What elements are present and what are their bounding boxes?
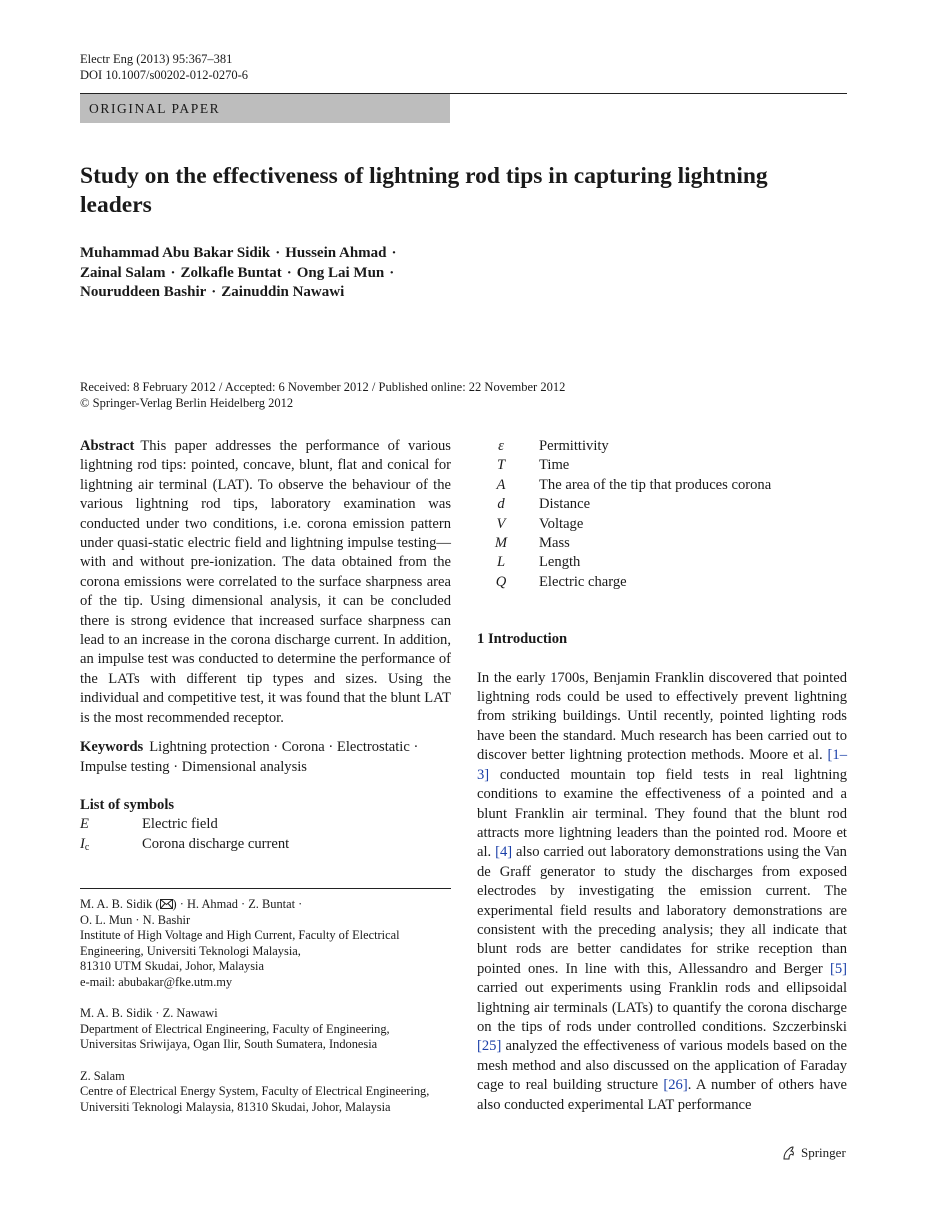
journal-doi: DOI 10.1007/s00202-012-0270-6 bbox=[80, 68, 249, 82]
article-type-banner: ORIGINAL PAPER bbox=[80, 94, 450, 123]
left-column bbox=[80, 437, 451, 857]
author[interactable]: Zainal Salam bbox=[80, 264, 166, 281]
author-list bbox=[80, 244, 640, 303]
author-separator: · bbox=[286, 264, 292, 281]
symbol-description: Distance bbox=[539, 496, 591, 513]
right-column bbox=[477, 437, 847, 1115]
affiliation-names: Z. Salam bbox=[80, 1068, 125, 1083]
affiliation-names bbox=[80, 897, 460, 913]
affiliation-address: 81310 UTM Skudai, Johor, Malaysia bbox=[80, 959, 264, 974]
symbol-description: Mass bbox=[539, 535, 570, 552]
corresponding-email[interactable]: e-mail: abubakar@fke.utm.my bbox=[80, 974, 233, 989]
symbol-row bbox=[477, 495, 847, 514]
affiliation-institution: Centre of Electrical Energy System, Faculty of Electrical Engineering, bbox=[80, 1084, 430, 1099]
affiliation-address: Universitas Sriwijaya, Ogan Ilir, South Sumatera, Indonesia bbox=[80, 1037, 378, 1052]
symbol-description: Voltage bbox=[539, 515, 584, 532]
keywords-heading: Keywords bbox=[80, 739, 144, 756]
history-dates: Received: 8 February 2012 / Accepted: 6 November 2012 / Published online: 22 November 2012 bbox=[80, 380, 566, 394]
citation-link[interactable]: [5] bbox=[829, 960, 847, 977]
keywords bbox=[80, 738, 451, 777]
abstract bbox=[80, 437, 451, 728]
author-separator: · bbox=[170, 264, 176, 281]
symbol: ε bbox=[498, 438, 504, 454]
affiliation-block bbox=[80, 1006, 460, 1053]
envelope-icon bbox=[160, 899, 173, 909]
copyright: © Springer-Verlag Berlin Heidelberg 2012 bbox=[80, 396, 294, 410]
symbol: d bbox=[497, 496, 505, 513]
springer-horse-icon bbox=[781, 1145, 797, 1161]
author-separator: · bbox=[275, 245, 281, 261]
body-text: also carried out laboratory demonstrations using the Van de Graff generator to study the discharges from exposed electrodes by investigating the emission current. The experimental field results and laboratory demonstrations are consistent with the preceding analysis; they all indicate that blunt rods are better candidates for strike reception than pointed ones. In line with this, Allessandro and Berger bbox=[477, 844, 847, 977]
keywords-text: Lightning protection · Corona · Electrostatic · Impulse testing · Dimensional analysis bbox=[80, 739, 419, 775]
symbol-description: Length bbox=[539, 554, 581, 571]
symbol: M bbox=[494, 535, 508, 552]
author[interactable]: Hussein Ahmad bbox=[285, 245, 387, 261]
citation-link[interactable]: [25] bbox=[477, 1038, 502, 1055]
publisher-logo bbox=[781, 1145, 846, 1161]
affiliation-names: O. L. Mun · N. Bashir bbox=[80, 912, 191, 927]
symbol: Q bbox=[495, 573, 507, 590]
journal-info bbox=[80, 51, 248, 83]
author[interactable]: Ong Lai Mun bbox=[296, 264, 385, 281]
symbol-row bbox=[477, 553, 847, 572]
author[interactable]: Zainuddin Nawawi bbox=[221, 284, 345, 300]
symbol-row bbox=[477, 456, 847, 475]
affiliation-block bbox=[80, 897, 460, 991]
affiliation-institution: Department of Electrical Engineering, Faculty of Engineering, bbox=[80, 1021, 390, 1036]
symbol-row bbox=[477, 515, 847, 534]
symbol-description: Corona discharge current bbox=[142, 835, 290, 852]
journal-citation: Electr Eng (2013) 95:367–381 bbox=[80, 52, 233, 66]
author-separator: · bbox=[391, 245, 397, 261]
citation-link[interactable]: [1–3] bbox=[477, 747, 847, 783]
author-separator: · bbox=[211, 284, 217, 300]
citation-link[interactable]: [26] bbox=[663, 1077, 688, 1094]
affiliation-institution: Engineering, Universiti Teknologi Malaysia, bbox=[80, 943, 301, 958]
affiliation-address: Universiti Teknologi Malaysia, 81310 Skudai, Johor, Malaysia bbox=[80, 1099, 391, 1114]
body-text: analyzed the effectiveness of various models based on the mesh method and also discussed on the application of Faraday cage to real building structure bbox=[477, 1038, 847, 1094]
affiliation-institution: Institute of High Voltage and High Current, Faculty of Electrical bbox=[80, 928, 400, 943]
author[interactable]: Zolkafle Buntat bbox=[180, 264, 282, 281]
affiliation-names: M. A. B. Sidik · Z. Nawawi bbox=[80, 1006, 218, 1021]
symbol-row bbox=[477, 437, 847, 456]
symbol-row bbox=[80, 815, 451, 834]
publisher-name: Springer bbox=[801, 1145, 846, 1160]
symbol: T bbox=[496, 457, 506, 474]
body-text: In the early 1700s, Benjamin Franklin discovered that pointed lightning rods could be used to effectively prevent lightning from striking buildings. Until recently, pointed lighting rods have been the standard. Much research has been carried out to discover better lightning protection methods. Moore et al. bbox=[477, 669, 847, 764]
symbol-row bbox=[477, 534, 847, 553]
paper-title: Study on the effectiveness of lightning rod tips in capturing lightning leaders bbox=[80, 163, 768, 218]
abstract-heading: Abstract bbox=[80, 438, 135, 454]
symbol-base: I bbox=[80, 835, 85, 852]
affiliations bbox=[80, 897, 460, 1131]
affiliation-names-part: ) · H. Ahmad · Z. Buntat · bbox=[172, 897, 303, 911]
affiliation-block bbox=[80, 1069, 460, 1116]
symbol-subscript: c bbox=[84, 841, 90, 853]
body-text: . A number of others have also conducted experimental LAT performance bbox=[477, 1077, 847, 1113]
introduction-paragraph bbox=[477, 669, 847, 1115]
symbol: V bbox=[496, 515, 506, 532]
symbol-row bbox=[477, 476, 847, 495]
body-text: conducted mountain top field tests in real lightning conditions to examine the effectiveness of a pointed and a blunt Franklin air terminal. They found that the blunt rod attracts more lightning leaders than the pointed rod. Moore et al. bbox=[477, 766, 847, 861]
symbol bbox=[80, 835, 142, 857]
symbol: A bbox=[496, 476, 506, 493]
section-heading: 1 Introduction bbox=[477, 631, 568, 648]
symbol-description: The area of the tip that produces corona bbox=[539, 476, 772, 493]
symbol: E bbox=[80, 816, 89, 833]
body-text: carried out experiments using Franklin rods and ellipsoidal lightning air terminals (LATs) to quantify the corona discharge on the tips of rods under controlled conditions. Szczerbinski bbox=[477, 980, 847, 1035]
symbol-description: Permittivity bbox=[539, 438, 609, 454]
symbol-description: Electric field bbox=[142, 816, 218, 833]
author-separator: · bbox=[389, 264, 395, 281]
author[interactable]: Muhammad Abu Bakar Sidik bbox=[80, 245, 271, 261]
affiliation-rule bbox=[80, 888, 451, 889]
publication-dates bbox=[80, 379, 565, 411]
symbol-row bbox=[477, 573, 847, 592]
symbol: L bbox=[496, 554, 506, 571]
symbol-row bbox=[80, 835, 451, 857]
affiliation-names-part: M. A. B. Sidik ( bbox=[80, 897, 160, 911]
citation-link[interactable]: [4] bbox=[495, 844, 513, 861]
symbols-heading: List of symbols bbox=[80, 796, 175, 813]
abstract-text: This paper addresses the performance of various lightning rod tips: pointed, concave, blunt, flat and conical for lightning air terminal (LAT). To observe the behaviour of the various lightning rod tips, laboratory examination was conducted under two conditions, i.e. corona emission pattern under quasi-static electric field and lightning impulse testing—with and without pre-ionization. The data obtained from the corona emissions were correlated to the surface sharpness area of the tip. Using dimensional analysis, it can be concluded there is strong evidence that increased surface sharpness can lead to an increase in the corona discharge current. In addition, an impulse test was conducted to determine the performance of the LATs with different tip types and sizes. Using the individual and competitive test, it was found that the blunt LAT is the most recommended receptor. bbox=[80, 438, 451, 726]
symbol-description: Time bbox=[539, 457, 570, 474]
symbol-description: Electric charge bbox=[539, 573, 627, 590]
author[interactable]: Nouruddeen Bashir bbox=[80, 284, 207, 300]
